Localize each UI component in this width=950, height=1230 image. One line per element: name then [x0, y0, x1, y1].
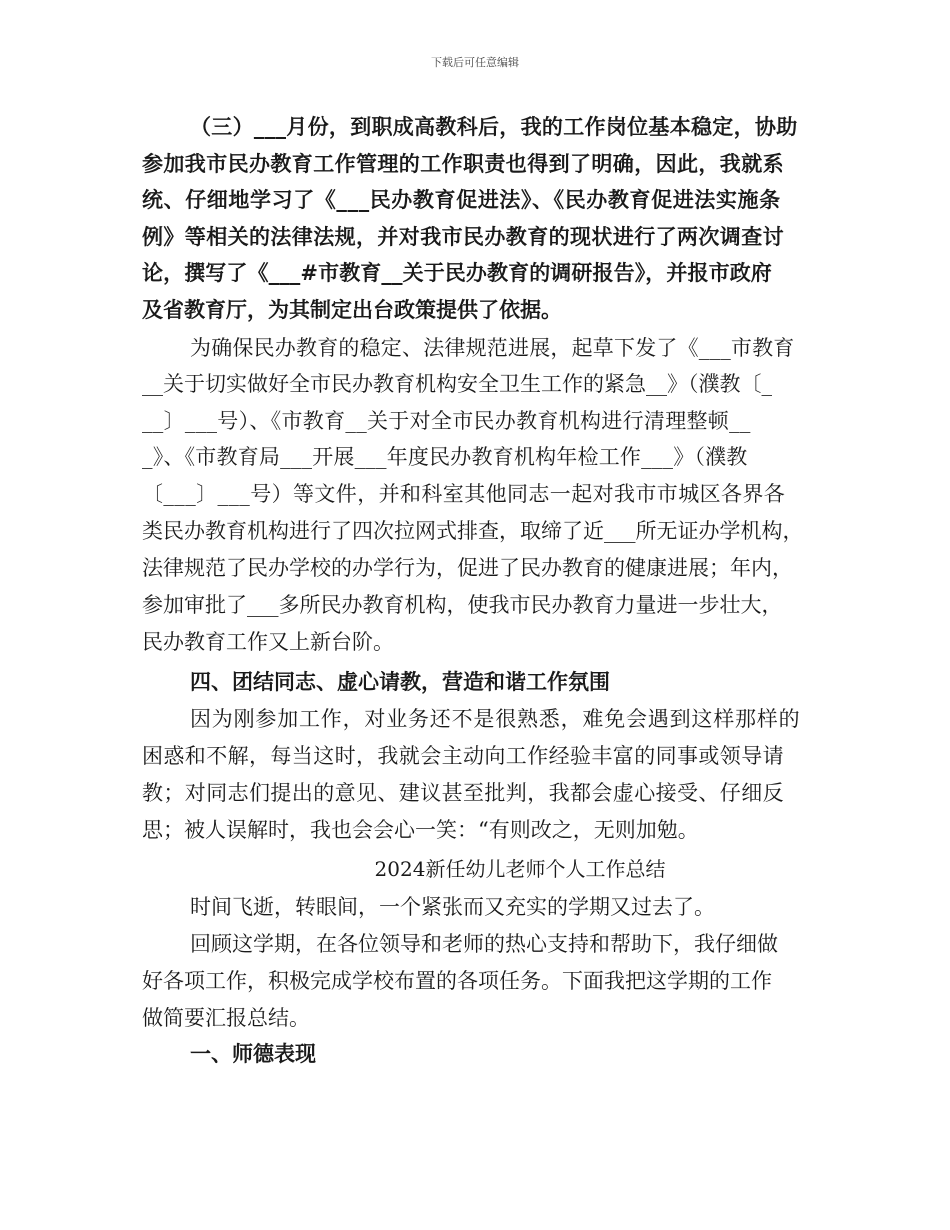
para5-line-3: 做简要汇报总结。 — [142, 1006, 310, 1030]
para1-line-3: 统、仔细地学习了《___民办教育促进法》、《民办教育促进法实施条 — [142, 187, 781, 212]
para2-line-6: 类民办教育机构进行了四次拉网式排查，取缔了近___所无证办学机构， — [142, 519, 804, 543]
para2-line-2: __关于切实做好全市民办教育机构安全卫生工作的紧急__》（濮教〔_ — [142, 372, 772, 396]
para2-line-7: 法律规范了民办学校的办学行为，促进了民办教育的健康进展；年内， — [142, 556, 793, 580]
section-heading-4: 四、团结同志、虚心请教，营造和谐工作氛围 — [190, 669, 610, 694]
para1-line-6: 及省教育厅，为其制定出台政策提供了依据。 — [142, 297, 562, 322]
para2-line-5: 〔___〕___号）等文件，并和科室其他同志一起对我市市城区各界各 — [142, 482, 786, 506]
document-title: 2024新任幼儿老师个人工作总结 — [374, 857, 666, 881]
para3-line-2: 困惑和不解，每当这时，我就会主动向工作经验丰富的同事或领导请 — [142, 744, 784, 768]
page-header: 下载后可任意编辑 — [431, 56, 519, 69]
para1-line-2: 参加我市民办教育工作管理的工作职责也得到了明确，因此，我就系 — [142, 151, 784, 176]
para2-line-9: 民办教育工作又上新台阶。 — [142, 630, 394, 654]
para2-line-1: 为确保民办教育的稳定、法律规范进展，起草下发了《___市教育 — [190, 336, 795, 360]
para5-line-1: 回顾这学期，在各位领导和老师的热心支持和帮助下，我仔细做 — [190, 932, 778, 956]
para4-line-1: 时间飞逝，转眼间，一个紧张而又充实的学期又过去了。 — [190, 895, 715, 919]
para1-line-4: 例》等相关的法律法规，并对我市民办教育的现状进行了两次调查讨 — [142, 224, 784, 249]
section-heading-1: 一、师德表现 — [190, 1041, 316, 1066]
para1-line-1: （三）___月份，到职成高教科后，我的工作岗位基本稳定，协助 — [190, 114, 798, 139]
para1-line-5: 论，撰写了《___#市教育__关于民办教育的调研报告》，并报市政府 — [142, 260, 772, 285]
para2-line-4: _》、《市教育局___开展___年度民办教育机构年检工作___》（濮教 — [142, 445, 748, 469]
para2-line-3: __〕___号）、《市教育__关于对全市民办教育机构进行清理整顿__ — [142, 409, 751, 433]
para5-line-2: 好各项工作，积极完成学校布置的各项任务。下面我把这学期的工作 — [142, 969, 772, 993]
para3-line-4: 思；被人误解时，我也会会心一笑：“有则改之，无则加勉。 — [142, 818, 699, 842]
para3-line-1: 因为刚参加工作，对业务还不是很熟悉，难免会遇到这样那样的 — [190, 707, 801, 731]
para2-line-8: 参加审批了___多所民办教育机构，使我市民办教育力量进一步壮大， — [142, 593, 783, 617]
para3-line-3: 教；对同志们提出的意见、建议甚至批判，我都会虚心接受、仔细反 — [142, 781, 784, 805]
